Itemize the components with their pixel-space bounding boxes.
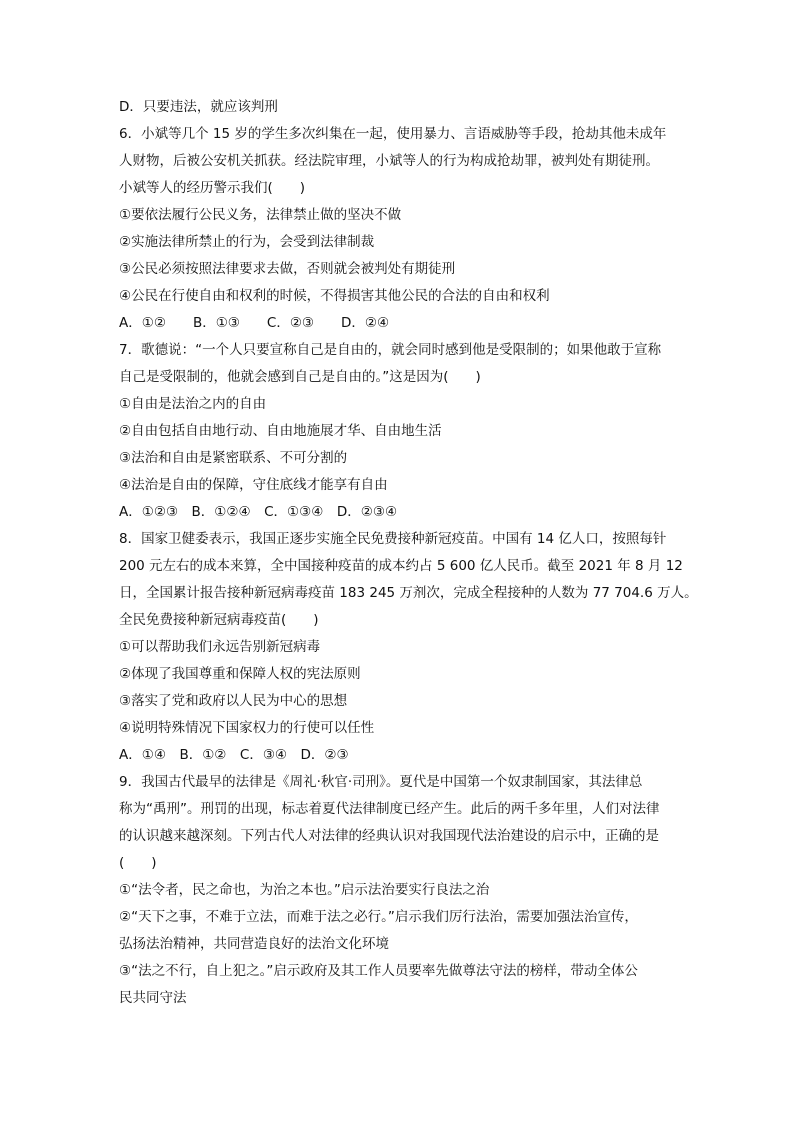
question-7-stem-line-1: 7．歌德说：“一个人只要宣称自己是自由的，就会同时感到他是受限制的；如果他敢于宣称	[119, 342, 662, 358]
question-6-statement-1: ①要依法履行公民义务，法律禁止做的坚决不做	[119, 207, 402, 223]
question-8-statement-3: ③落实了党和政府以人民为中心的思想	[119, 693, 348, 709]
question-6-stem-line-2: 人财物，后被公安机关抓获。经法院审理，小斌等人的行为构成抢劫罪，被判处有期徒刑。	[119, 153, 659, 169]
question-9-statement-1: ①“法令者，民之命也，为治之本也。”启示法治要实行良法之治	[119, 882, 490, 898]
question-9-stem-line-2: 称为“禹刑”。刑罚的出现，标志着夏代法律制度已经产生。此后的两千多年里，人们对法律	[119, 801, 660, 817]
question-6-statement-3: ③公民必须按照法律要求去做，否则就会被判处有期徒刑	[119, 261, 456, 277]
question-6-stem-line-1: 6．小斌等几个 15 岁的学生多次纠集在一起，使用暴力、言语威胁等手段，抢劫其他未成年	[119, 126, 667, 142]
question-8-statement-4: ④说明特殊情况下国家权力的行使可以任性	[119, 720, 375, 736]
question-8-stem-line-1: 8．国家卫健委表示，我国正逐步实施全民免费接种新冠疫苗。中国有 14 亿人口，按照每针	[119, 531, 667, 547]
question-9-statement-2-line-2: 弘扬法治精神，共同营造良好的法治文化环境	[119, 936, 389, 952]
question-7-statement-4: ④法治是自由的保障，守住底线才能享有自由	[119, 477, 388, 493]
question-7-statement-2: ②自由包括自由地行动、自由地施展才华、自由地生活	[119, 423, 442, 439]
question-7-stem-line-2: 自己是受限制的，他就会感到自己是自由的。”这是因为( )	[119, 369, 481, 385]
document-page	[119, 94, 698, 1012]
question-6-statement-4: ④公民在行使自由和权利的时候，不得损害其他公民的合法的自由和权利	[119, 288, 550, 304]
question-9-statement-3-line-2: 民共同守法	[119, 990, 187, 1006]
question-6-statement-2: ②实施法律所禁止的行为，会受到法律制裁	[119, 234, 375, 250]
question-8-options: A．①④ B．①② C．③④ D．②③	[119, 747, 349, 763]
question-9-stem-line-4: ( )	[119, 855, 157, 871]
question-9-statement-3-line-1: ③“法之不行，自上犯之。”启示政府及其工作人员要率先做尊法守法的榜样，带动全体公	[119, 963, 638, 979]
question-9-stem-line-3: 的认识越来越深刻。下列古代人对法律的经典认识对我国现代法治建设的启示中，正确的是	[119, 828, 659, 844]
question-8-statement-2: ②体现了我国尊重和保障人权的宪法原则	[119, 666, 361, 682]
question-8-stem-line-2: 200 元左右的成本来算，全中国接种疫苗的成本约占 5 600 亿人民币。截至 2021 年 8 月 12	[119, 558, 683, 574]
question-9-stem-line-1: 9．我国古代最早的法律是《周礼·秋官·司刑》。夏代是中国第一个奴隶制国家，其法律总	[119, 774, 643, 790]
question-6-stem-line-3: 小斌等人的经历警示我们( )	[119, 180, 306, 196]
option-d-q5: D．只要违法，就应该判刑	[119, 99, 278, 115]
question-7-statement-3: ③法治和自由是紧密联系、不可分割的	[119, 450, 348, 466]
question-7-options: A．①②③ B．①②④ C．①③④ D．②③④	[119, 504, 398, 520]
question-8-statement-1: ①可以帮助我们永远告别新冠病毒	[119, 639, 321, 655]
question-9-statement-2-line-1: ②“天下之事，不难于立法，而难于法之必行。”启示我们厉行法治，需要加强法治宣传，	[119, 909, 638, 925]
question-8-stem-line-3: 日，全国累计报告接种新冠病毒疫苗 183 245 万剂次，完成全程接种的人数为 77 704.6 万人。	[119, 585, 698, 601]
question-7-statement-1: ①自由是法治之内的自由	[119, 396, 267, 412]
question-8-stem-line-4: 全民免费接种新冠病毒疫苗( )	[119, 612, 319, 628]
question-6-options: A．①② B．①③ C．②③ D．②④	[119, 315, 390, 331]
